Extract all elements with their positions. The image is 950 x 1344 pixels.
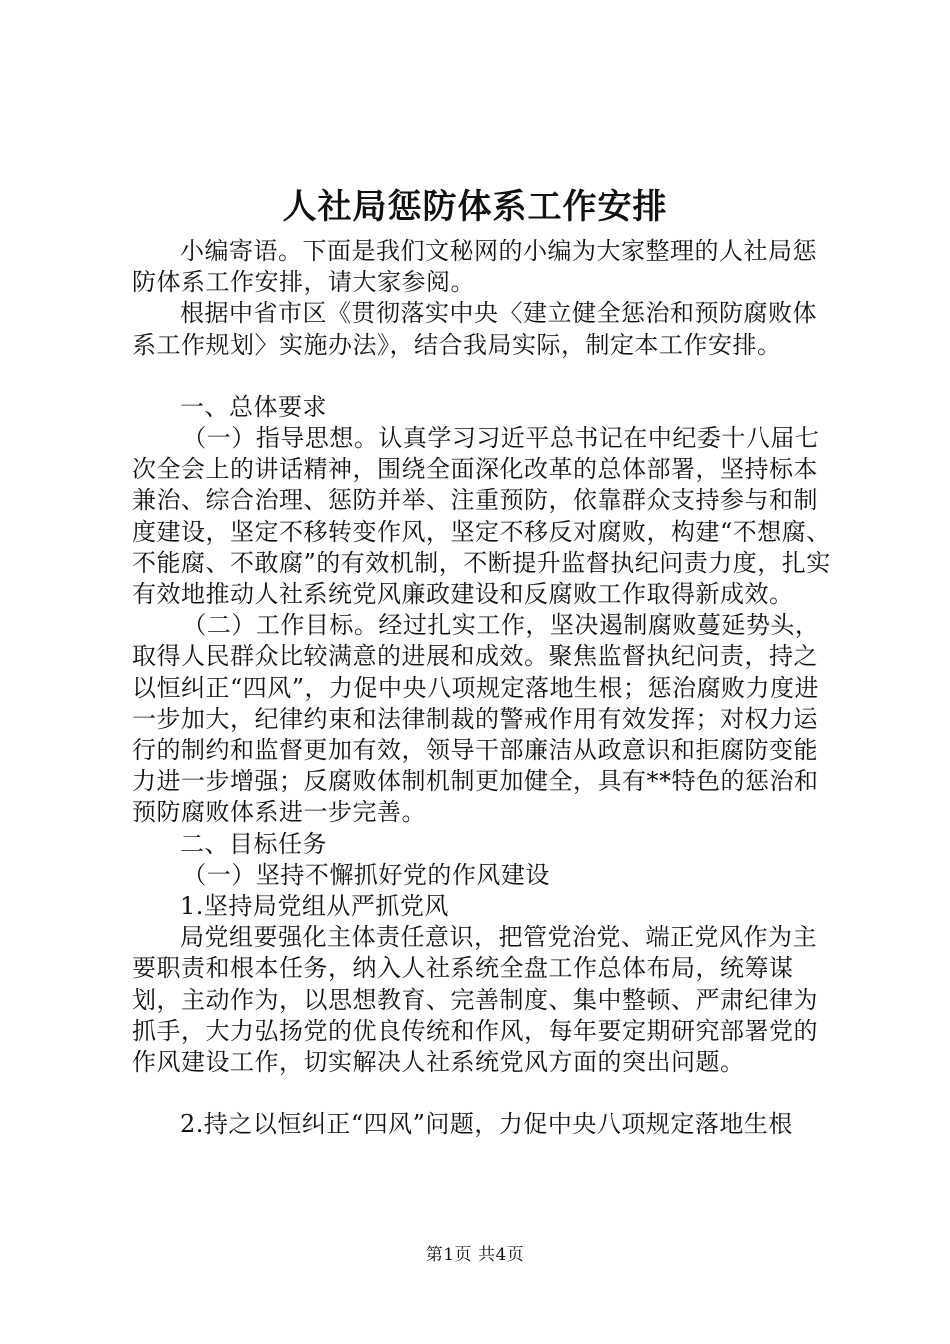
paragraph-spacer <box>132 361 834 392</box>
work-goal-paragraph: （二）工作目标。经过扎实工作，坚决遏制腐败蔓延势头，取得人民群众比较满意的进展和成效。聚焦监督执纪问责，持之以恒纠正“四风”，力促中央八项规定落地生根；惩治腐败力度进一步加大，纪律约束和法律制裁的警戒作用有效发挥；对权力运行的制约和监督更加有效，领导干部廉洁从政意识和拒腐防变能力进一步增强；反腐败体制机制更加健全，具有**特色的惩治和预防腐败体系进一步完善。 <box>132 611 820 827</box>
section-heading-2: 二、目标任务 <box>180 829 327 858</box>
subsection-heading-1: （一）坚持不懈抓好党的作风建设 <box>182 860 550 889</box>
intro-paragraph: 小编寄语。下面是我们文秘网的小编为大家整理的人社局惩防体系工作安排，请大家参阅。 <box>132 237 817 297</box>
party-style-paragraph: 局党组要强化主体责任意识，把管党治党、端正党风作为主要职责和根本任务，纳入人社系统全盘工作总体布局，统筹谋划，主动作为，以思想教育、完善制度、集中整顿、严肃纪律为抓手，大力弘扬党的优良传统和作风，每年要定期研究部署党的作风建设工作，切实解决人社系统党风方面的突出问题。 <box>132 923 818 1077</box>
item-heading-1: 1.坚持局党组从严抓党风 <box>180 892 449 921</box>
section-heading-1: 一、总体要求 <box>180 392 327 421</box>
item-heading-2: 2.持之以恒纠正“四风”问题，力促中央八项规定落地生根 <box>180 1110 793 1139</box>
guiding-ideology-paragraph: （一）指导思想。认真学习习近平总书记在中纪委十八届七次全会上的讲话精神，围绕全面深化改革的总体部署，坚持标本兼治、综合治理、惩防并举、注重预防，依靠群众支持参与和制度建设，坚定不移转变作风，坚定不移反对腐败，构建“不想腐、不能腐、不敢腐”的有效机制，不断提升监督执纪问责力度，扎实有效地推动人社系统党风廉政建设和反腐败工作取得新成效。 <box>132 424 831 609</box>
document-title: 人社局惩防体系工作安排 <box>282 187 668 227</box>
document-body <box>132 236 834 1140</box>
basis-paragraph: 根据中省市区《贯彻落实中央〈建立健全惩治和预防腐败体系工作规划〉实施办法》，结合我局实际，制定本工作安排。 <box>132 299 817 359</box>
page-footer: 第1页 共4页 <box>425 1245 525 1265</box>
paragraph-spacer <box>132 1078 834 1109</box>
